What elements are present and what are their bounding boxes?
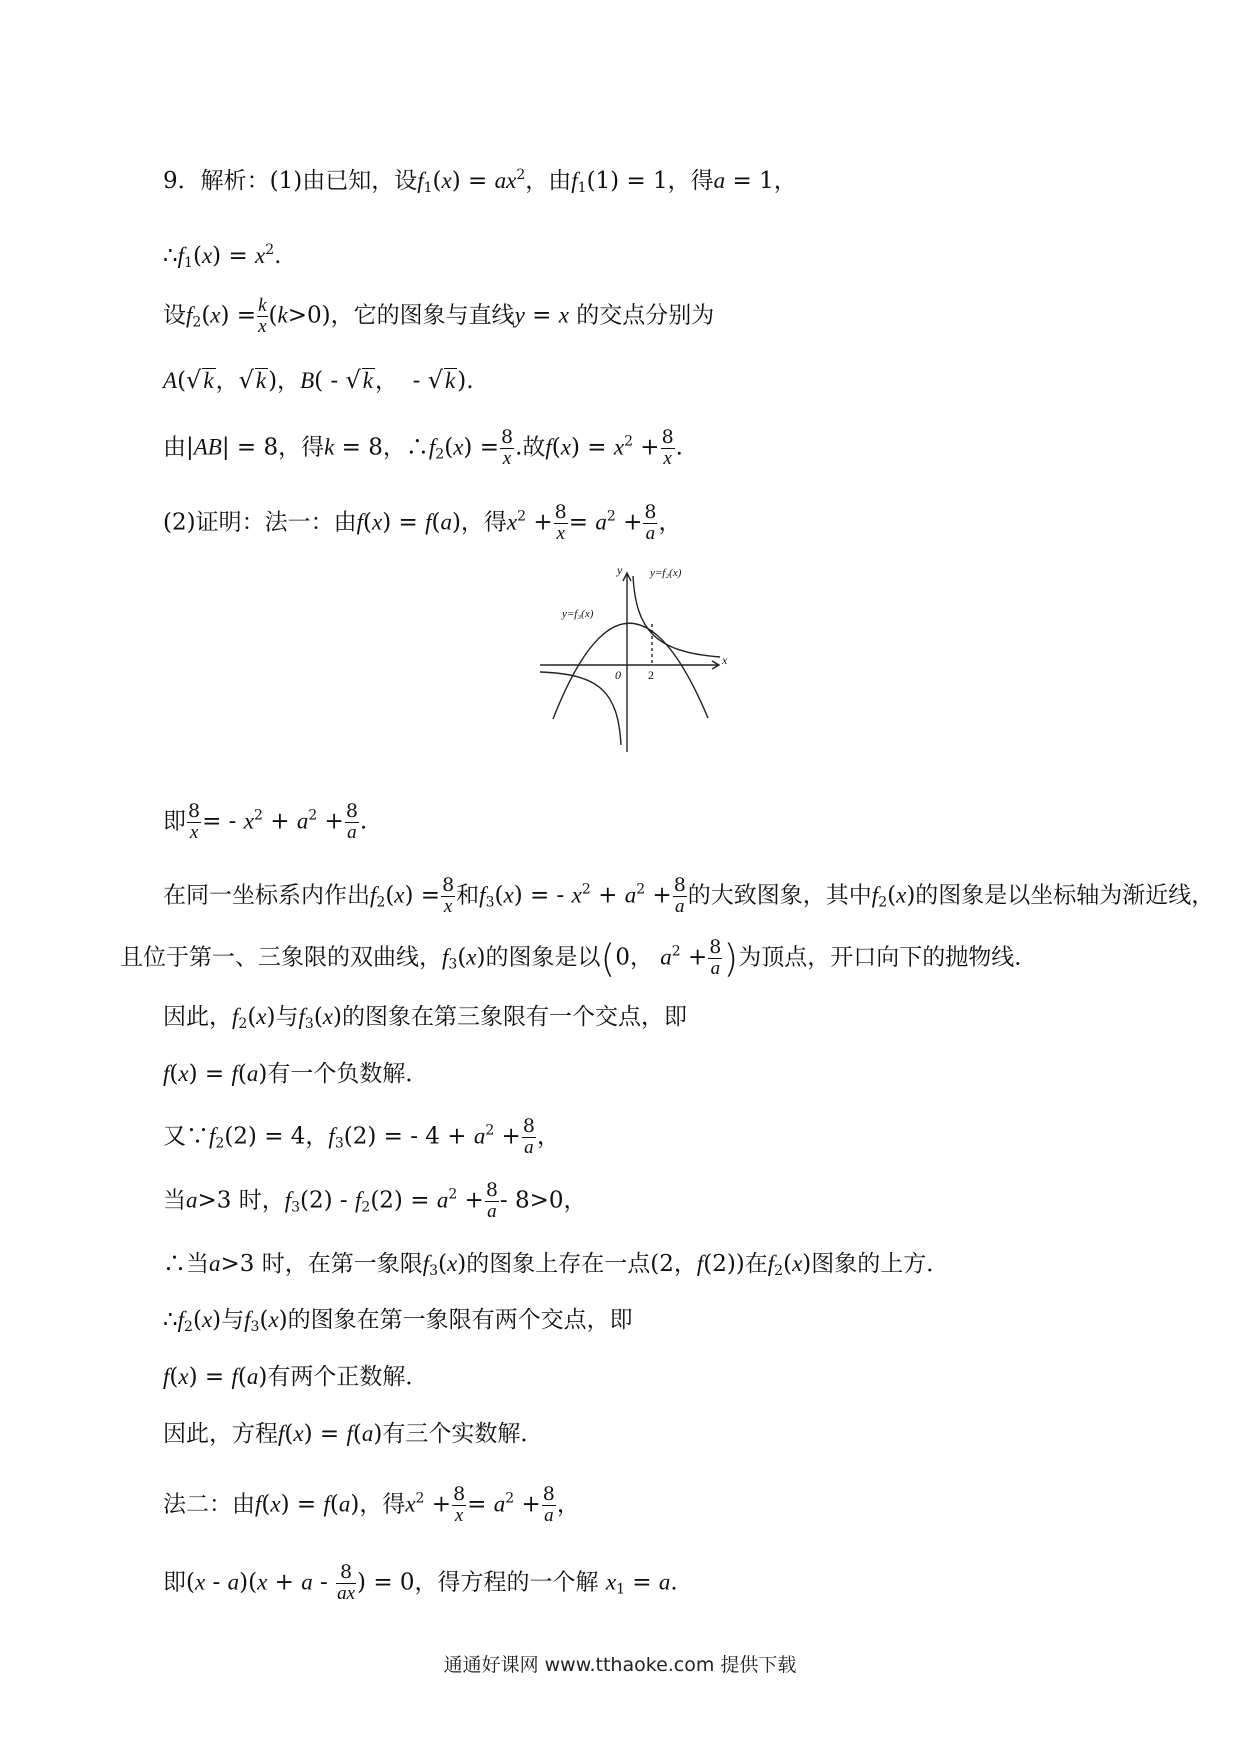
text-line-19: 即(x - a)(x + a - $\frac{8}{ax}$ ) = 0，得方程的一个解 $x_1 = a$. — [163, 1561, 678, 1604]
text-line-15: $\therefore f_2(x)$与$f_3(x)$的图象在第一象限有两个交点，即 — [163, 1307, 633, 1335]
text-line-13: 当a>3 时，$f_3(2) - f_2(2) = a^2$ + $\frac{8}{a}$ - 8>0， — [163, 1179, 587, 1222]
hyperbola-f2-branch-2 — [540, 672, 621, 745]
text-line-16: f(x) = f(a)有两个正数解． — [163, 1364, 429, 1390]
text-line-11: f(x) = f(a)有一个负数解． — [163, 1061, 429, 1087]
text-line-12: 又$\because f_2(2) = 4$，$f_3(2)$ = - $4 + a^2$ + $\frac{8}{a}$ ， — [163, 1115, 560, 1158]
text-line-18: 法二：由f(x) = f(a)，得$x^2$ + $\frac{8}{x}$ = $a^2$ + $\frac{8}{a}$ ， — [163, 1483, 580, 1526]
text-line-10: 因此，$f_2(x)$与$f_3(x)$的图象在第三象限有一个交点，即 — [163, 1004, 687, 1032]
origin-label: 0 — [615, 668, 621, 682]
fraction-k-over-x: $\frac{k}{x}$ — [258, 295, 267, 337]
tick-label-2: 2 — [648, 668, 654, 682]
text-line-5: 由|AB| = 8，得k = 8，$\therefore f_2(x)$ = $\frac{8}{x}$ .故$f(x) = x^2$ + $\frac{8}{x}$ . — [163, 426, 683, 469]
text-line-8: 在同一坐标系内作出$f_2(x)$ = $\frac{8}{x}$ 和$f_3(x)$ = - $x^2 + a^2$ + $\frac{8}{a}$ 的大致图象，其中$f_2(x)$的图象是以坐标轴为渐近线， — [163, 874, 1215, 917]
text-line-4: A(√k，√k)，B( - √k， - √k). — [163, 366, 474, 394]
text-line-7: 即 $\frac{8}{x}$ = - $x^2 + a^2$ + $\frac{8}{a}$ . — [163, 800, 368, 843]
text-line-3: 设$f_2(x)$ = $\frac{k}{x}$ (k>0)，它的图象与直线y = x 的交点分别为 — [163, 295, 715, 337]
text-line-9: 且位于第一、三象限的双曲线，$f_3(x)$的图象是以(0， $a^2$ + $\frac{8}{a}$ )为顶点，开口向下的抛物线． — [120, 936, 1038, 981]
page-footer: 通通好课网 www.tthaoke.com 提供下载 — [443, 1654, 797, 1676]
parabola-f3-curve — [553, 623, 708, 719]
curve-label-f2: y=f₂(x) — [650, 567, 682, 579]
hyperbola-f2-branch-1 — [633, 576, 720, 657]
text-line-2: $\therefore f_1(x) = x^2$. — [163, 242, 282, 271]
curve-label-f3: y=f₃(x) — [562, 608, 594, 620]
text-line-17: 因此，方程f(x) = f(a)有三个实数解． — [163, 1421, 544, 1447]
text-line-6: (2)证明：法一：由f(x) = f(a)，得$x^2$ + $\frac{8}{x}$ = $a^2$ + $\frac{8}{a}$ ， — [163, 501, 682, 544]
x-axis-label: x — [722, 653, 728, 667]
text-line-1: 9．解析：(1)由已知，设$f_1(x) = ax^2$，由$f_1(1) = 1$，得a = 1， — [163, 167, 797, 196]
function-graph-figure — [540, 562, 750, 762]
y-axis-label: y — [617, 563, 623, 577]
text-line-14: ∴当a>3 时，在第一象限$f_3(x)$的图象上存在一点(2，f(2))在$f_2(x)$图象的上方． — [163, 1251, 950, 1279]
